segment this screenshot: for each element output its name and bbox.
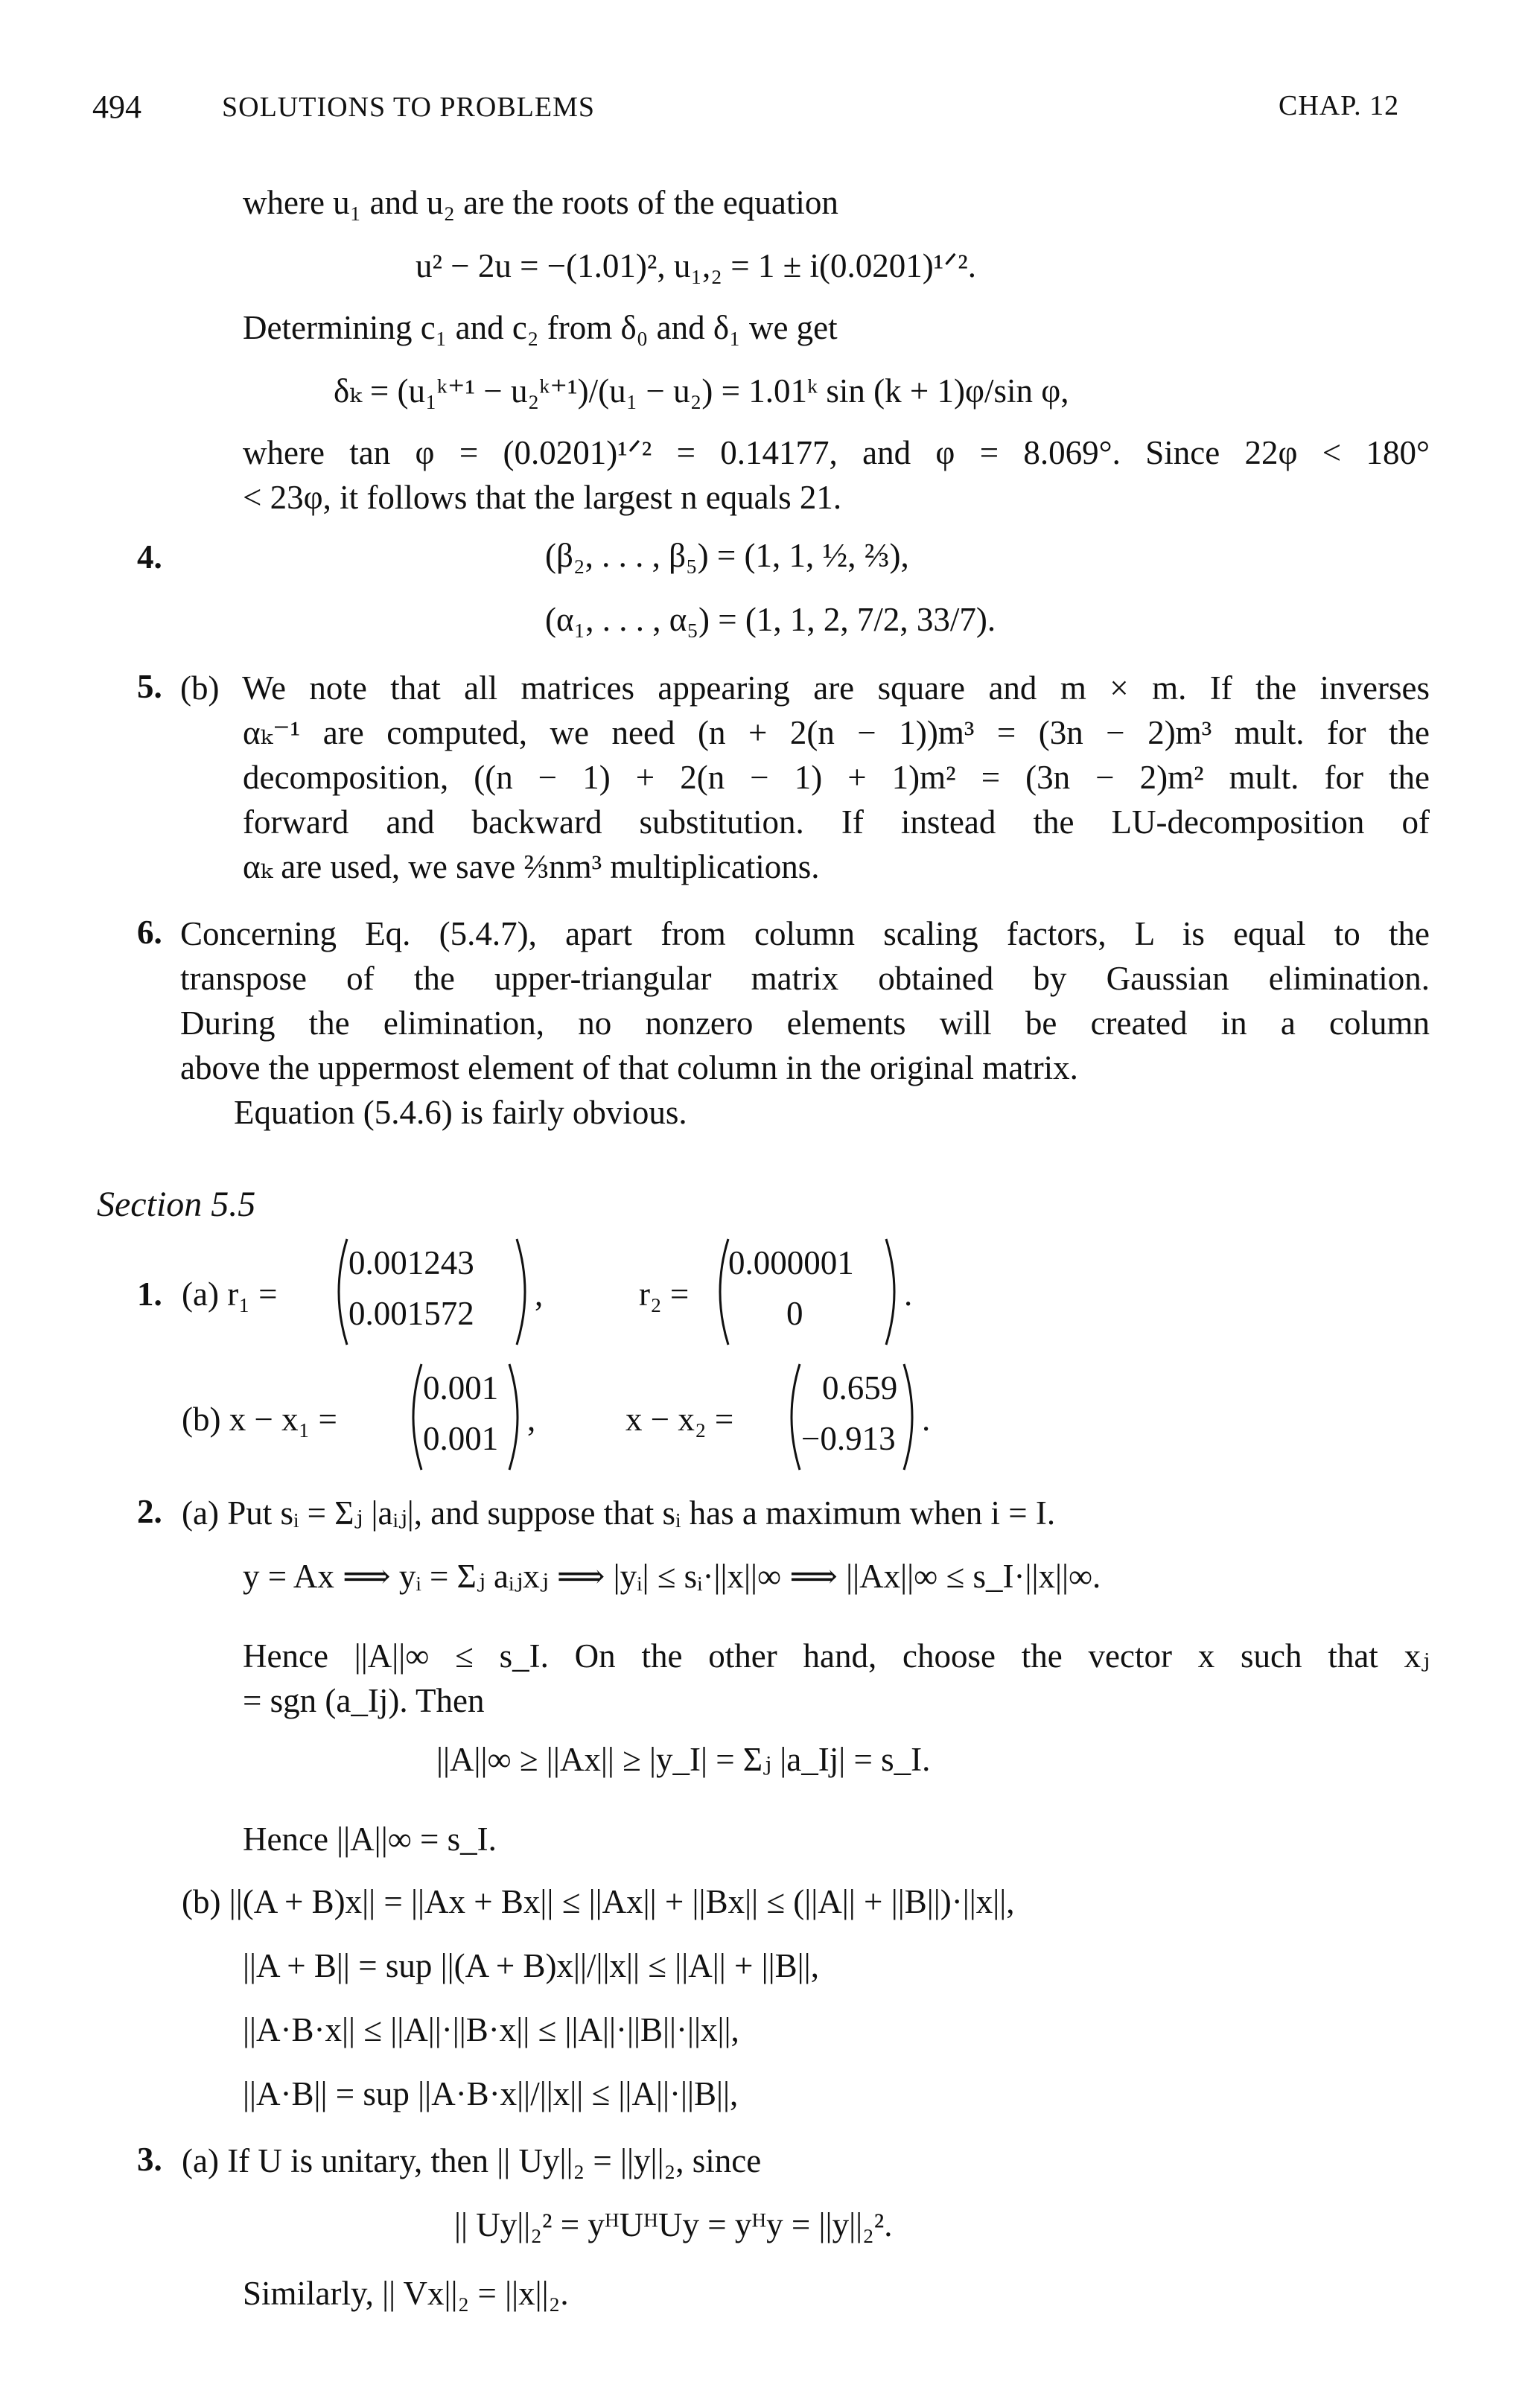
left-paren-icon (402, 1361, 424, 1473)
vector-entry: 0.000001 (728, 1244, 854, 1281)
problem-number: 4. (137, 538, 162, 576)
equation: (α₁, . . . , α₅) = (1, 1, 2, 7/2, 33/7). (545, 601, 996, 638)
equation: u² − 2u = −(1.01)², u₁,₂ = 1 ± i(0.0201)¹ᐟ². (416, 247, 977, 284)
text-line: where tan φ = (0.0201)¹ᐟ² = 0.14177, and φ = 8.069°. Since 22φ < 180° (243, 434, 1430, 471)
text-line: decomposition, ((n − 1) + 2(n − 1) + 1)m² = (3n − 2)m² mult. for the (243, 759, 1430, 796)
right-paren-icon (506, 1361, 529, 1473)
equation: ||A·B·x|| ≤ ||A||·||B·x|| ≤ ||A||·||B||·||x||, (243, 2011, 739, 2048)
running-title: SOLUTIONS TO PROBLEMS (222, 92, 596, 123)
equation: x − x₂ = (625, 1401, 734, 1438)
text-line: transpose of the upper-triangular matrix obtained by Gaussian elimination. (180, 960, 1430, 997)
period: . (922, 1401, 931, 1438)
vector-entry: 0.659 (822, 1369, 898, 1407)
text-line: < 23φ, it follows that the largest n equals 21. (243, 479, 842, 516)
chapter-label: CHAP. 12 (1279, 90, 1400, 121)
page-number: 494 (92, 89, 141, 125)
vector-entry: −0.913 (801, 1420, 896, 1457)
text-line: = sgn (a_Ij). Then (243, 1682, 485, 1719)
problem-number: 3. (137, 2141, 162, 2178)
right-paren-icon (901, 1361, 923, 1473)
equation: (b) ||(A + B)x|| = ||Ax + Bx|| ≤ ||Ax|| + ||Bx|| ≤ (||A|| + ||B||)·||x||, (182, 1883, 1015, 1920)
comma: , (527, 1401, 536, 1438)
vector-entry: 0 (786, 1295, 803, 1332)
text-line: (a) Put sᵢ = Σⱼ |aᵢⱼ|, and suppose that sᵢ has a maximum when i = I. (182, 1494, 1056, 1532)
vector-entry: 0.001 (423, 1369, 499, 1407)
equation: r₂ = (639, 1275, 690, 1313)
equation: (β₂, . . . , β₅) = (1, 1, ½, ⅔), (545, 537, 909, 574)
period: . (904, 1275, 913, 1313)
equation: ||A + B|| = sup ||(A + B)x||/||x|| ≤ ||A|| + ||B||, (243, 1947, 819, 1984)
right-paren-icon (883, 1236, 905, 1348)
text-line: where u₁ and u₂ are the roots of the equation (243, 184, 838, 221)
problem-number: 1. (137, 1275, 162, 1313)
equation: y = Ax ⟹ yᵢ = Σⱼ aᵢⱼxⱼ ⟹ |yᵢ| ≤ sᵢ·||x||∞ ⟹ ||Ax||∞ ≤ s_I·||x||∞. (243, 1558, 1101, 1595)
vector-entry: 0.001243 (348, 1244, 474, 1281)
text-line: Hence ||A||∞ ≤ s_I. On the other hand, choose the vector x such that xⱼ (243, 1637, 1430, 1675)
text-line: (b) We note that all matrices appearing are square and m × m. If the inverses (180, 669, 1430, 707)
equation: δₖ = (u₁ᵏ⁺¹ − u₂ᵏ⁺¹)/(u₁ − u₂) = 1.01ᵏ sin (k + 1)φ/sin φ, (334, 372, 1069, 410)
equation: (a) r₁ = (182, 1275, 278, 1313)
text-line: above the uppermost element of that column in the original matrix. (180, 1049, 1078, 1086)
vector-entry: 0.001 (423, 1420, 499, 1457)
problem-number: 5. (137, 668, 162, 705)
section-heading: Section 5.5 (97, 1185, 256, 1224)
text-line: Determining c₁ and c₂ from δ₀ and δ₁ we get (243, 309, 838, 346)
problem-number: 6. (137, 914, 162, 951)
equation: ||A||∞ ≥ ||Ax|| ≥ |y_I| = Σⱼ |a_Ij| = s_I. (436, 1741, 931, 1778)
text-line: αₖ⁻¹ are computed, we need (n + 2(n − 1))m³ = (3n − 2)m³ mult. for the (243, 714, 1430, 751)
right-paren-icon (514, 1236, 536, 1348)
text-line: Equation (5.4.6) is fairly obvious. (234, 1094, 687, 1131)
comma: , (535, 1275, 544, 1313)
text-line: Similarly, || Vx||₂ = ||x||₂. (243, 2275, 569, 2312)
vector-entry: 0.001572 (348, 1295, 474, 1332)
text-line: forward and backward substitution. If instead the LU-decomposition of (243, 803, 1430, 841)
text-line: αₖ are used, we save ⅔nm³ multiplications. (243, 848, 820, 885)
text-line: Hence ||A||∞ = s_I. (243, 1821, 497, 1858)
text-line: Concerning Eq. (5.4.7), apart from column scaling factors, L is equal to the (180, 915, 1430, 952)
equation: (b) x − x₁ = (182, 1401, 337, 1438)
page-header (92, 88, 141, 126)
problem-number: 2. (137, 1493, 162, 1530)
equation: ||A·B|| = sup ||A·B·x||/||x|| ≤ ||A||·||B||, (243, 2075, 739, 2112)
text-line: During the elimination, no nonzero elements will be created in a column (180, 1004, 1430, 1042)
left-paren-icon (780, 1361, 803, 1473)
text-line: (a) If U is unitary, then || Uy||₂ = ||y||₂, since (182, 2142, 762, 2179)
equation: || Uy||₂² = yᴴUᴴUy = yᴴy = ||y||₂². (454, 2206, 893, 2243)
left-paren-icon (328, 1236, 350, 1348)
